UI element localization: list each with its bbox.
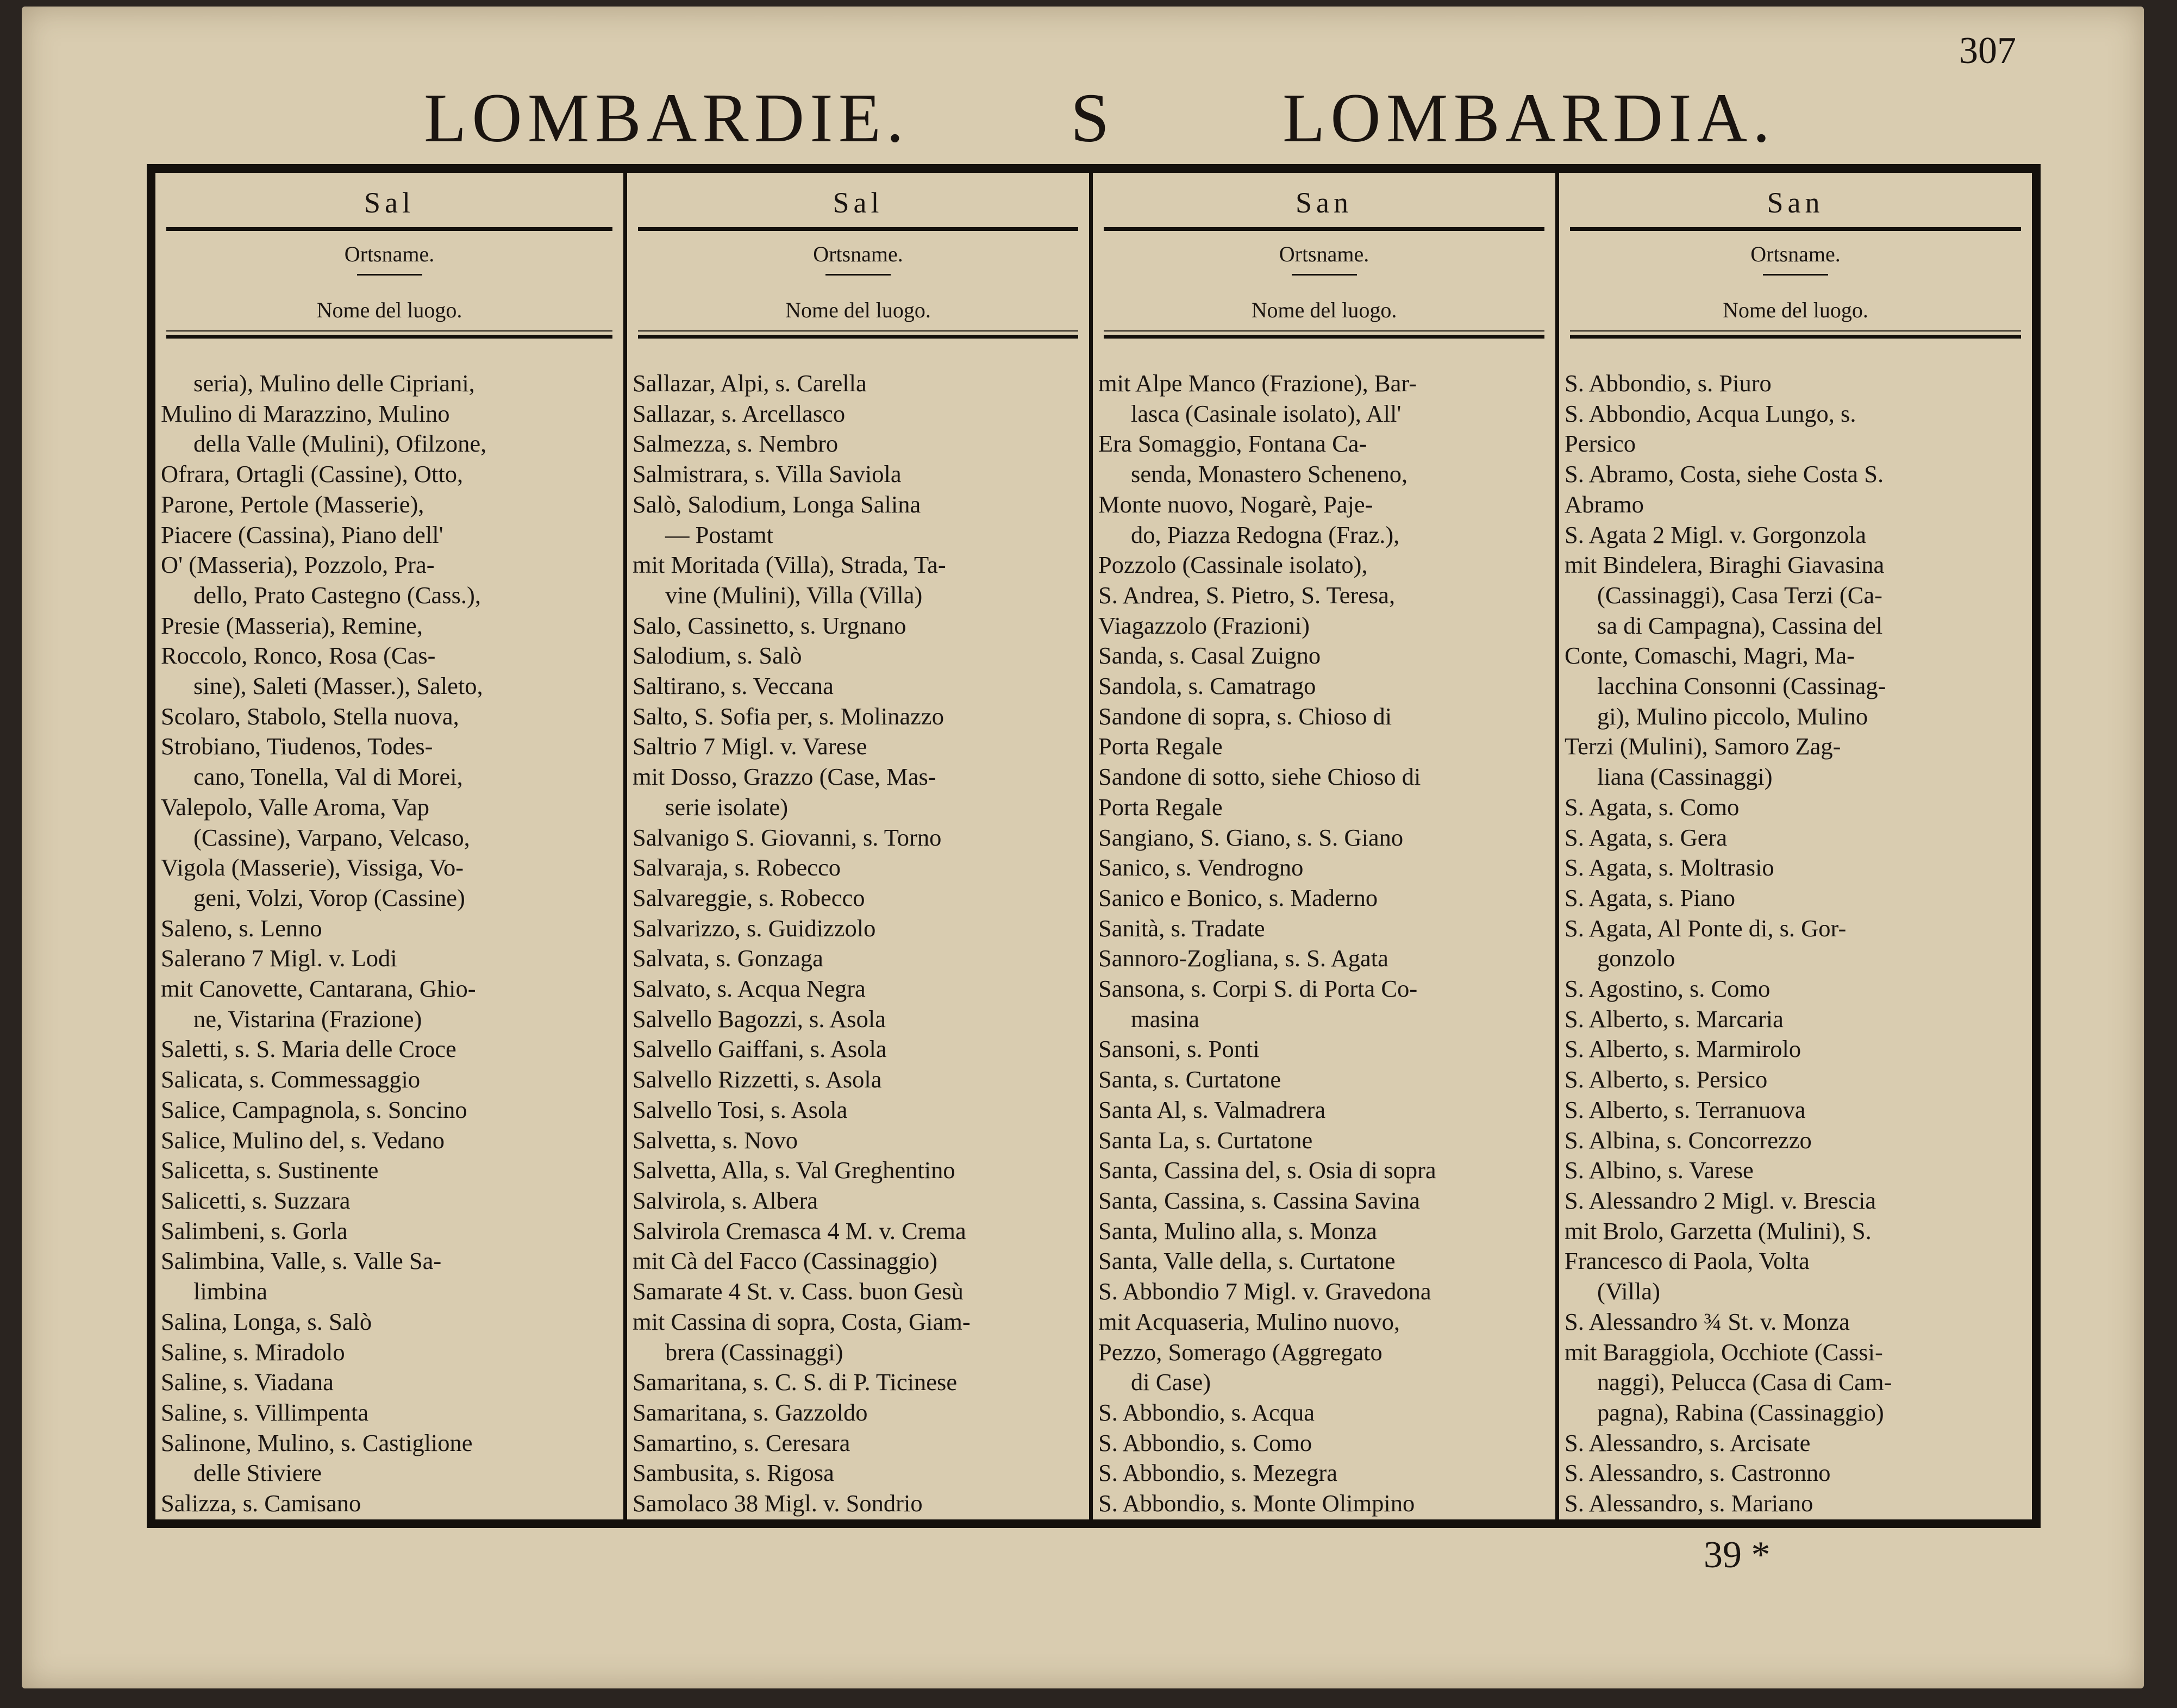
list-item: mit Dosso, Grazzo (Case, Mas- <box>633 763 936 791</box>
entry-list <box>1098 368 1552 1519</box>
header-german-region: LOMBARDIE. <box>424 79 909 157</box>
header-rule-bottom <box>1570 335 2021 339</box>
column-subtitle-italian: Nome del luogo. <box>1251 298 1397 322</box>
list-item: Samaritana, s. C. S. di P. Ticinese <box>633 1368 958 1396</box>
column-subtitle-italian: Nome del luogo. <box>785 298 931 322</box>
column-subtitle-german: Ortsname. <box>344 242 435 266</box>
list-item: Sanico e Bonico, s. Maderno <box>1098 884 1378 911</box>
column-subtitle-german: Ortsname. <box>813 242 903 266</box>
list-item: Salinone, Mulino, s. Castiglione <box>161 1429 473 1456</box>
page-number: 307 <box>1959 30 2016 72</box>
list-item: sa di Campagna), Cassina del <box>1597 611 1883 639</box>
list-item: S. Alberto, s. Persico <box>1565 1066 1768 1093</box>
list-item: Salicetti, s. Suzzara <box>161 1186 351 1214</box>
list-item: delle Stiviere <box>193 1459 322 1487</box>
list-item: Salvetta, s. Novo <box>633 1126 798 1154</box>
list-item: pagna), Rabina (Cassinaggio) <box>1597 1398 1884 1426</box>
list-item: Sandone di sotto, siehe Chioso di <box>1098 763 1421 791</box>
list-item: Strobiano, Tiudenos, Todes- <box>161 733 433 760</box>
list-item: Saltirano, s. Veccana <box>633 672 834 700</box>
header-rule <box>638 227 1078 231</box>
list-item: Saline, s. Miradolo <box>161 1338 345 1366</box>
list-item: di Case) <box>1131 1368 1211 1396</box>
list-item: Salvirola, s. Albera <box>633 1186 818 1214</box>
list-item: S. Andrea, S. Pietro, S. Teresa, <box>1098 581 1396 609</box>
header-italian-region: LOMBARDIA. <box>1283 79 1776 157</box>
book-page <box>22 7 2144 1688</box>
list-item: Pozzolo (Cassinale isolato), <box>1098 551 1368 579</box>
header-rule-bottom <box>638 335 1078 339</box>
list-item: Salerano 7 Migl. v. Lodi <box>161 944 397 972</box>
list-item: Saltrio 7 Migl. v. Varese <box>633 733 867 760</box>
list-item: Santa, Mulino alla, s. Monza <box>1098 1217 1377 1244</box>
list-item: S. Abramo, Costa, siehe Costa S. <box>1565 460 1884 488</box>
list-item: (Cassinaggi), Casa Terzi (Ca- <box>1597 581 1882 609</box>
list-item: mit Canovette, Cantarana, Ghio- <box>161 975 476 1003</box>
list-item: Piacere (Cassina), Piano dell' <box>161 521 443 548</box>
list-item: Salo, Cassinetto, s. Urgnano <box>633 611 906 639</box>
list-item: Sansona, s. Corpi S. di Porta Co- <box>1098 975 1418 1003</box>
list-item: Salodium, s. Salò <box>633 642 802 670</box>
list-item: S. Albina, s. Concorrezzo <box>1565 1126 1812 1154</box>
list-item: Santa, Cassina del, s. Osia di sopra <box>1098 1156 1436 1184</box>
list-item: S. Alberto, s. Marmirolo <box>1565 1035 1801 1063</box>
entry-list <box>633 368 1086 1519</box>
list-item: Samolaco 38 Migl. v. Sondrio <box>633 1490 923 1517</box>
list-item: Presie (Masseria), Remine, <box>161 611 423 639</box>
list-item: do, Piazza Redogna (Fraz.), <box>1131 521 1400 548</box>
list-item: O' (Masseria), Pozzolo, Pra- <box>161 551 435 579</box>
table-frame <box>147 164 2041 1528</box>
header-rule-bottom <box>166 335 612 339</box>
list-item: Saline, s. Viadana <box>161 1368 334 1396</box>
list-item: — Postamt <box>665 521 774 548</box>
list-item: mit Cà del Facco (Cassinaggio) <box>633 1247 938 1275</box>
list-item: lacchina Consonni (Cassinag- <box>1597 672 1886 700</box>
list-item: mit Acquaseria, Mulino nuovo, <box>1098 1307 1400 1335</box>
list-item: Santa, s. Curtatone <box>1098 1066 1281 1093</box>
column-header <box>155 173 623 336</box>
list-item: mit Moritada (Villa), Strada, Ta- <box>633 551 946 579</box>
list-item: Salice, Campagnola, s. Soncino <box>161 1096 467 1123</box>
header-rule-thin <box>166 330 612 331</box>
list-item: Viagazzolo (Frazioni) <box>1098 611 1310 639</box>
list-item: Sannoro-Zogliana, s. S. Agata <box>1098 944 1388 972</box>
list-item: Salvetta, Alla, s. Val Greghentino <box>633 1156 955 1184</box>
list-item: Vigola (Masserie), Vissiga, Vo- <box>161 854 464 881</box>
page-header <box>22 72 2144 164</box>
subtitle-dash <box>1292 274 1357 276</box>
list-item: Salvato, s. Acqua Negra <box>633 975 866 1003</box>
column-4 <box>1555 173 2032 1519</box>
header-letter: S <box>1071 79 1115 157</box>
list-item: S. Agata, s. Gera <box>1565 823 1728 851</box>
list-item: Sallazar, s. Arcellasco <box>633 399 846 427</box>
list-item: Era Somaggio, Fontana Ca- <box>1098 430 1367 458</box>
column-title: Sal <box>364 186 415 219</box>
list-item: Persico <box>1565 430 1636 458</box>
list-item: S. Abbondio, Acqua Lungo, s. <box>1565 399 1856 427</box>
list-item: Salice, Mulino del, s. Vedano <box>161 1126 445 1154</box>
header-rule-thin <box>638 330 1078 331</box>
list-item: S. Abbondio 7 Migl. v. Gravedona <box>1098 1278 1431 1305</box>
column-1 <box>155 173 623 1519</box>
list-item: S. Alessandro 2 Migl. v. Brescia <box>1565 1186 1876 1214</box>
column-title: San <box>1767 186 1824 219</box>
list-item: Saline, s. Villimpenta <box>161 1398 369 1426</box>
list-item: S. Agostino, s. Como <box>1565 975 1771 1003</box>
list-item: (Cassine), Varpano, Velcaso, <box>193 823 470 851</box>
list-item: Monte nuovo, Nogarè, Paje- <box>1098 490 1373 518</box>
list-item: Salvanigo S. Giovanni, s. Torno <box>633 823 942 851</box>
list-item: Salvirola Cremasca 4 M. v. Crema <box>633 1217 966 1244</box>
list-item: Salmezza, s. Nembro <box>633 430 839 458</box>
list-item: ne, Vistarina (Frazione) <box>193 1005 422 1033</box>
list-item: Salizza, s. Camisano <box>161 1490 361 1517</box>
list-item: Salvello Gaiffani, s. Asola <box>633 1035 887 1063</box>
column-3 <box>1089 173 1555 1519</box>
list-item: Saleno, s. Lenno <box>161 914 322 942</box>
list-item: Salimbeni, s. Gorla <box>161 1217 348 1244</box>
column-title: San <box>1296 186 1353 219</box>
list-item: S. Abbondio, s. Piuro <box>1565 370 1772 397</box>
list-item: S. Agata, s. Moltrasio <box>1565 854 1774 881</box>
column-header <box>1093 173 1555 336</box>
list-item: S. Agata, s. Piano <box>1565 884 1735 911</box>
header-rule <box>1570 227 2021 231</box>
list-item: Salina, Longa, s. Salò <box>161 1307 372 1335</box>
list-item: mit Alpe Manco (Frazione), Bar- <box>1098 370 1417 397</box>
list-item: Salicetta, s. Sustinente <box>161 1156 379 1184</box>
list-item: Salvaraja, s. Robecco <box>633 854 841 881</box>
header-rule-bottom <box>1104 335 1544 339</box>
list-item: seria), Mulino delle Cipriani, <box>193 370 475 397</box>
list-item: Salvarizzo, s. Guidizzolo <box>633 914 876 942</box>
list-item: Salicata, s. Commessaggio <box>161 1066 421 1093</box>
list-item: Santa, Cassina, s. Cassina Savina <box>1098 1186 1421 1214</box>
list-item: mit Cassina di sopra, Costa, Giam- <box>633 1307 971 1335</box>
column-header <box>627 173 1089 336</box>
list-item: Samaritana, s. Gazzoldo <box>633 1398 868 1426</box>
list-item: Ofrara, Ortagli (Cassine), Otto, <box>161 460 464 488</box>
list-item: S. Alberto, s. Terranuova <box>1565 1096 1806 1123</box>
list-item: Sallazar, Alpi, s. Carella <box>633 370 867 397</box>
list-item: Mulino di Marazzino, Mulino <box>161 399 450 427</box>
column-subtitle-german: Ortsname. <box>1279 242 1369 266</box>
list-item: Salvello Tosi, s. Asola <box>633 1096 848 1123</box>
list-item: Salimbina, Valle, s. Valle Sa- <box>161 1247 442 1275</box>
list-item: Sanico, s. Vendrogno <box>1098 854 1304 881</box>
list-item: Porta Regale <box>1098 793 1223 821</box>
header-rule <box>166 227 612 231</box>
list-item: S. Abbondio, s. Monte Olimpino <box>1098 1490 1415 1517</box>
list-item: senda, Monastero Scheneno, <box>1131 460 1408 488</box>
list-item: gonzolo <box>1597 944 1675 972</box>
column-subtitle-italian: Nome del luogo. <box>1723 298 1868 322</box>
list-item: cano, Tonella, Val di Morei, <box>193 763 463 791</box>
list-item: Sambusita, s. Rigosa <box>633 1459 834 1487</box>
list-item: masina <box>1131 1005 1200 1033</box>
list-item: Santa Al, s. Valmadrera <box>1098 1096 1326 1123</box>
column-subtitle-german: Ortsname. <box>1750 242 1841 266</box>
list-item: Conte, Comaschi, Magri, Ma- <box>1565 642 1855 670</box>
list-item: Sandone di sopra, s. Chioso di <box>1098 702 1392 730</box>
header-rule <box>1104 227 1544 231</box>
list-item: Salto, S. Sofia per, s. Molinazzo <box>633 702 944 730</box>
list-item: Salmistrara, s. Villa Saviola <box>633 460 902 488</box>
list-item: Roccolo, Ronco, Rosa (Cas- <box>161 642 436 670</box>
list-item: gi), Mulino piccolo, Mulino <box>1597 702 1868 730</box>
header-rule-thin <box>1104 330 1544 331</box>
list-item: Terzi (Mulini), Samoro Zag- <box>1565 733 1841 760</box>
list-item: Santa, Valle della, s. Curtatone <box>1098 1247 1396 1275</box>
list-item: vine (Mulini), Villa (Villa) <box>665 581 923 609</box>
list-item: S. Alessandro ¾ St. v. Monza <box>1565 1307 1850 1335</box>
list-item: geni, Volzi, Vorop (Cassine) <box>193 884 465 911</box>
list-item: Sanità, s. Tradate <box>1098 914 1265 942</box>
list-item: Sangiano, S. Giano, s. S. Giano <box>1098 823 1404 851</box>
list-item: Samarate 4 St. v. Cass. buon Gesù <box>633 1278 964 1305</box>
list-item: sine), Saleti (Masser.), Saleto, <box>193 672 483 700</box>
list-item: Sandola, s. Camatrago <box>1098 672 1316 700</box>
column-header <box>1559 173 2032 336</box>
list-item: S. Alessandro, s. Castronno <box>1565 1459 1831 1487</box>
list-item: S. Alessandro, s. Mariano <box>1565 1490 1813 1517</box>
list-item: serie isolate) <box>665 793 789 821</box>
list-item: lasca (Casinale isolato), All' <box>1131 399 1402 427</box>
list-item: mit Brolo, Garzetta (Mulini), S. <box>1565 1217 1872 1244</box>
list-item: Salò, Salodium, Longa Salina <box>633 490 921 518</box>
list-item: S. Agata 2 Migl. v. Gorgonzola <box>1565 521 1866 548</box>
list-item: Saletti, s. S. Maria delle Croce <box>161 1035 456 1063</box>
list-item: S. Alberto, s. Marcaria <box>1565 1005 1784 1033</box>
column-title: Sal <box>833 186 884 219</box>
column-subtitle-italian: Nome del luogo. <box>316 298 462 322</box>
list-item: Abramo <box>1565 490 1644 518</box>
subtitle-dash <box>1763 274 1828 276</box>
list-item: Samartino, s. Ceresara <box>633 1429 850 1456</box>
list-item: Sansoni, s. Ponti <box>1098 1035 1260 1063</box>
list-item: Salvello Rizzetti, s. Asola <box>633 1066 882 1093</box>
list-item: Salvareggie, s. Robecco <box>633 884 865 911</box>
list-item: brera (Cassinaggi) <box>665 1338 843 1366</box>
list-item: Sanda, s. Casal Zuigno <box>1098 642 1321 670</box>
list-item: Salvello Bagozzi, s. Asola <box>633 1005 886 1033</box>
subtitle-dash <box>825 274 891 276</box>
entry-list <box>161 368 620 1519</box>
list-item: S. Agata, s. Como <box>1565 793 1740 821</box>
list-item: S. Abbondio, s. Acqua <box>1098 1398 1315 1426</box>
subtitle-dash <box>357 274 422 276</box>
entry-list <box>1565 368 2029 1519</box>
list-item: S. Alessandro, s. Arcisate <box>1565 1429 1811 1456</box>
list-item: mit Bindelera, Biraghi Giavasina <box>1565 551 1885 579</box>
list-item: Salvata, s. Gonzaga <box>633 944 823 972</box>
list-item: Porta Regale <box>1098 733 1223 760</box>
list-item: mit Baraggiola, Occhiote (Cassi- <box>1565 1338 1883 1366</box>
list-item: S. Agata, Al Ponte di, s. Gor- <box>1565 914 1847 942</box>
list-item: Parone, Pertole (Masserie), <box>161 490 424 518</box>
list-item: S. Albino, s. Varese <box>1565 1156 1754 1184</box>
signature-mark: 39 * <box>1704 1534 1771 1576</box>
list-item: della Valle (Mulini), Ofilzone, <box>193 430 487 458</box>
list-item: liana (Cassinaggi) <box>1597 763 1773 791</box>
list-item: Santa La, s. Curtatone <box>1098 1126 1313 1154</box>
list-item: Valepolo, Valle Aroma, Vap <box>161 793 429 821</box>
column-2 <box>623 173 1089 1519</box>
list-item: Francesco di Paola, Volta <box>1565 1247 1810 1275</box>
list-item: dello, Prato Castegno (Cass.), <box>193 581 481 609</box>
list-item: Pezzo, Somerago (Aggregato <box>1098 1338 1382 1366</box>
list-item: S. Abbondio, s. Como <box>1098 1429 1312 1456</box>
list-item: S. Abbondio, s. Mezegra <box>1098 1459 1338 1487</box>
list-item: Scolaro, Stabolo, Stella nuova, <box>161 702 459 730</box>
header-rule-thin <box>1570 330 2021 331</box>
list-item: (Villa) <box>1597 1278 1660 1305</box>
list-item: limbina <box>193 1278 267 1305</box>
list-item: naggi), Pelucca (Casa di Cam- <box>1597 1368 1892 1396</box>
